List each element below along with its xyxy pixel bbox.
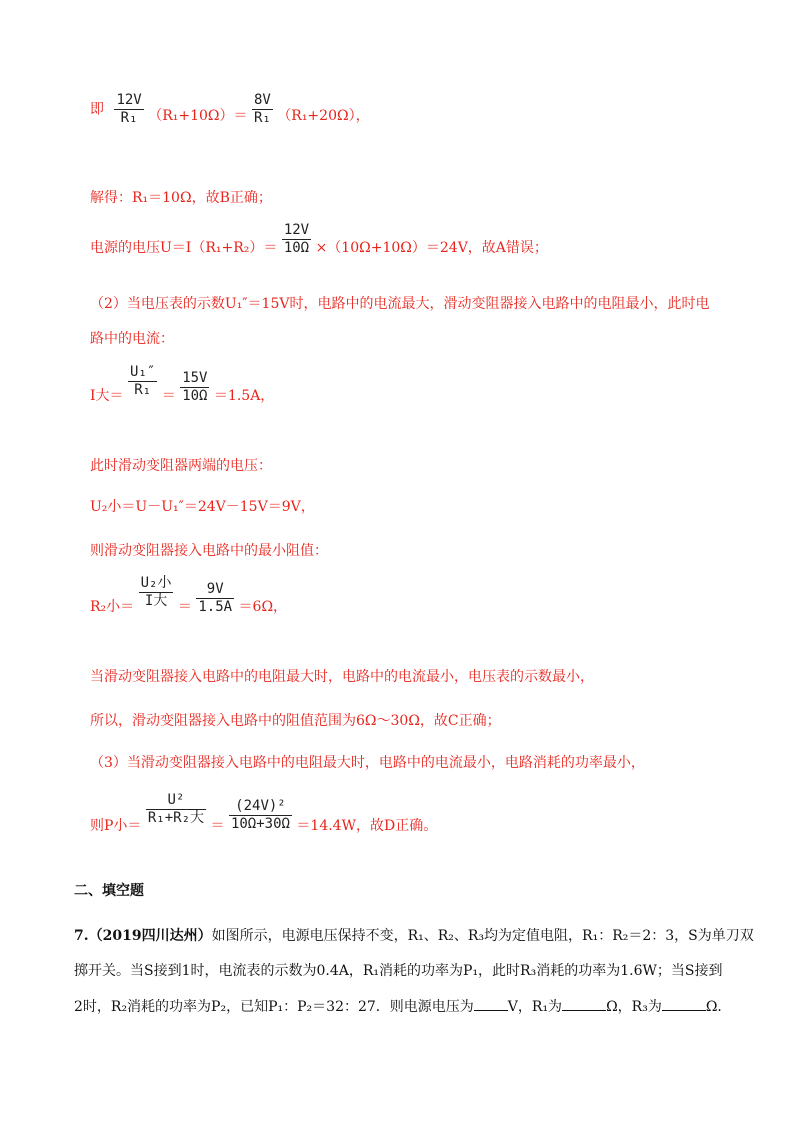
question-text: V，R₁为	[507, 999, 563, 1015]
section-title: 二、填空题	[74, 883, 144, 899]
denominator: R₁	[134, 382, 152, 398]
numerator: U₂小	[140, 575, 172, 591]
equation-line-14	[90, 792, 438, 834]
text: （R₁+10Ω）＝	[148, 107, 248, 124]
fraction-u2-i	[139, 575, 174, 610]
solution-line: 解得：R₁＝10Ω，故B正确；	[90, 190, 272, 206]
text: （R₁+20Ω），	[277, 107, 370, 124]
answer-blank-voltage[interactable]	[474, 1010, 508, 1011]
denominator: 1.5A	[198, 599, 233, 615]
numerator: 8V	[253, 92, 271, 108]
equation-line-10	[90, 575, 288, 615]
fraction-15v-10ohm	[180, 370, 209, 405]
text-line-4: （2）当电压表的示数U₁″＝15V时，电路中的电流最大，滑动变阻器接入电路中的电阻最小，此时电	[90, 296, 710, 312]
denominator: R₁+R₂大	[147, 810, 205, 826]
denominator: R₁	[120, 110, 138, 126]
text: ＝6Ω，	[238, 598, 288, 615]
answer-blank-r3[interactable]	[662, 1010, 706, 1011]
text: ＝	[177, 598, 192, 615]
question-text: 如图所示，电源电压保持不变，R₁、R₂、R₃均为定值电阻，R₁：R₂＝2：3，S为单刀双	[211, 928, 754, 944]
question-7-line-1	[74, 925, 754, 945]
text: 则P小＝	[90, 817, 142, 834]
numerator: U₁″	[129, 364, 156, 380]
text: R₂小＝	[90, 598, 135, 615]
text: ×（10Ω+10Ω）＝24V，故A错误；	[315, 239, 548, 256]
equation-line-3	[90, 222, 548, 257]
text: I大＝	[90, 387, 124, 404]
question-7-line-2: 掷开关。当S接到1时，电流表的示数为0.4A，R₁消耗的功率为P₁，此时R₃消耗的功率为1.6W；当S接到	[74, 963, 723, 979]
text-line-5: 路中的电流：	[90, 331, 174, 347]
denominator: 10Ω+30Ω	[230, 816, 290, 832]
denominator: R₁	[253, 110, 271, 126]
denominator: 10Ω	[182, 388, 208, 404]
question-7-line-3	[74, 996, 731, 1016]
text: ＝	[210, 817, 225, 834]
numerator: 12V	[116, 92, 142, 108]
denominator: I大	[144, 593, 168, 609]
numerator: (24V)²	[229, 798, 292, 816]
numerator: 15V	[182, 370, 208, 386]
fraction-9v-1-5a	[196, 581, 234, 616]
fraction-u1-r1	[128, 364, 157, 399]
text-line-9: 则滑动变阻器接入电路中的最小阻值：	[90, 543, 328, 559]
denominator: 10Ω	[283, 240, 310, 256]
text: 即	[90, 101, 104, 118]
fraction-8v-r1	[252, 92, 273, 127]
question-text: Ω，R₃为	[606, 999, 662, 1015]
numerator: U²	[146, 792, 206, 810]
numerator: 12V	[283, 222, 310, 238]
answer-blank-r1[interactable]	[562, 1010, 606, 1011]
fraction-u2-r1r2	[146, 792, 206, 827]
text: ＝	[161, 387, 176, 404]
text: ＝14.4W，故D正确。	[296, 817, 438, 834]
fraction-12v-r1	[114, 92, 143, 127]
text-line-7: 此时滑动变阻器两端的电压：	[90, 458, 272, 474]
question-number: 7.	[74, 928, 89, 944]
fraction-24v-40ohm	[229, 798, 292, 833]
equation-line-1	[90, 92, 370, 127]
equation-line-6	[90, 364, 275, 404]
question-text: Ω．	[705, 999, 732, 1015]
text-line-8: U₂小＝U－U₁″＝24V－15V＝9V，	[90, 499, 315, 515]
question-text: 2时，R₂消耗的功率为P₂，已知P₁：P₂＝32：27．则电源电压为	[74, 999, 474, 1015]
text-line-11: 当滑动变阻器接入电路中的电阻最大时，电路中的电流最小，电压表的示数最小，	[90, 669, 594, 685]
question-source: （2019四川达州）	[88, 928, 212, 944]
text: ＝1.5A，	[213, 387, 275, 404]
text-line-13: （3）当滑动变阻器接入电路中的电阻最大时，电路中的电流最小，电路消耗的功率最小，	[90, 755, 645, 771]
fraction-12v-10ohm	[282, 222, 311, 257]
text: 电源的电压U＝I（R₁+R₂）＝	[90, 239, 278, 256]
numerator: 9V	[196, 581, 234, 599]
text-line-12: 所以，滑动变阻器接入电路中的阻值范围为6Ω～30Ω，故C正确；	[90, 713, 501, 729]
